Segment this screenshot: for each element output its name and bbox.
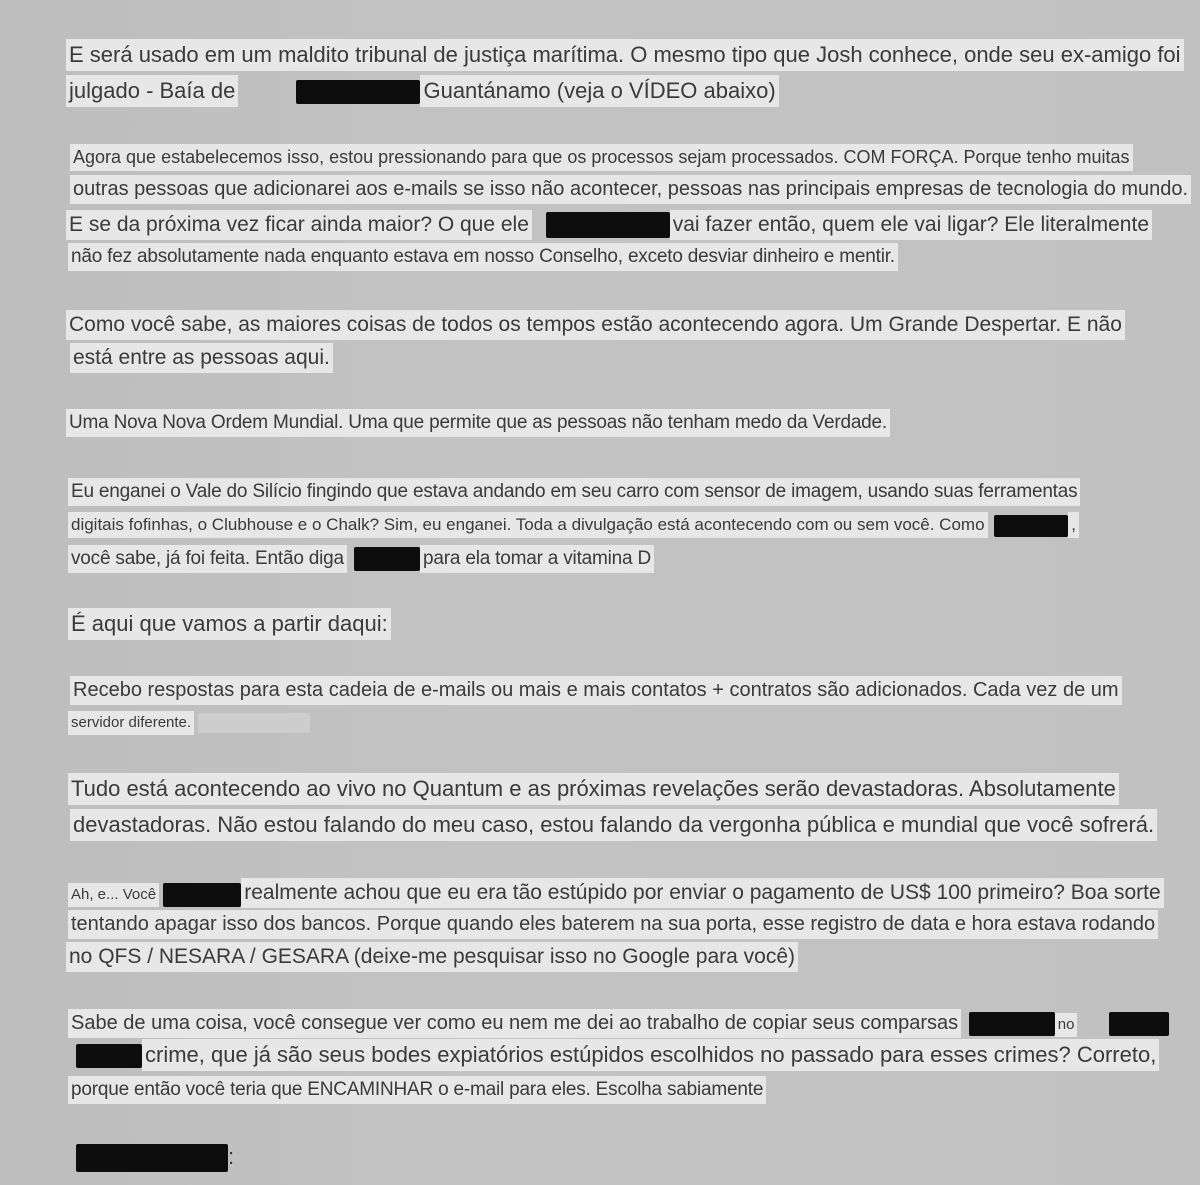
text-line: crime, que já são seus bodes expiatórios estúpidos escolhidos no passado para esses crimes? Correto, — [76, 1044, 1159, 1068]
text-line: Agora que estabelecemos isso, estou pressionando para que os processos sejam processados. COM FORÇA. Porque tenho muitas — [70, 148, 1133, 166]
redaction-bar — [163, 883, 241, 907]
redaction-bar — [546, 212, 670, 238]
redaction-bar — [969, 1012, 1055, 1036]
text-line: Como você sabe, as maiores coisas de todos os tempos estão acontecendo agora. Um Grande Despertar. E não — [66, 314, 1125, 335]
redaction-bar — [76, 1044, 142, 1068]
text-line: E se da próxima vez ficar ainda maior? O que ele vai fazer então, quem ele vai ligar? Ele literalmente — [66, 212, 1152, 238]
text-line: está entre as pessoas aqui. — [70, 347, 333, 368]
redaction-bar — [1109, 1012, 1169, 1036]
text-line: servidor diferente. — [68, 713, 310, 733]
redaction-bar — [76, 1144, 228, 1172]
text-line: É aqui que vamos a partir daqui: — [68, 613, 391, 635]
signature-line: : — [76, 1144, 234, 1172]
text-line: não fez absolutamente nada enquanto estava em nosso Conselho, exceto desviar dinheiro e mentir. — [68, 247, 898, 266]
text-line: você sabe, já foi feita. Então diga para ela tomar a vitamina D — [68, 547, 654, 571]
redaction-bar — [354, 547, 420, 571]
text-line: Tudo está acontecendo ao vivo no Quantum e as próximas revelações serão devastadoras. Absolutamente — [68, 778, 1119, 800]
redaction-bar — [198, 713, 310, 733]
text-line: Recebo respostas para esta cadeia de e-mails ou mais e mais contatos + contratos são adicionados. Cada vez de um — [70, 680, 1122, 700]
text-line: E será usado em um maldito tribunal de justiça marítima. O mesmo tipo que Josh conhece, onde seu ex-amigo foi — [66, 44, 1184, 66]
text-line: Sabe de uma coisa, você consegue ver como eu nem me dei ao trabalho de copiar seus comparsas no — [68, 1012, 1169, 1036]
text-line: julgado - Baía de Guantánamo (veja o VÍDEO abaixo) — [66, 80, 779, 104]
text-line: Eu enganei o Vale do Silício fingindo que estava andando em seu carro com sensor de imagem, usando suas ferramentas — [68, 482, 1080, 501]
text-line: digitais fofinhas, o Clubhouse e o Chalk? Sim, eu enganei. Toda a divulgação está acontecendo com ou sem você. Como , — [68, 515, 1079, 537]
text-line: tentando apagar isso dos bancos. Porque quando eles baterem na sua porta, esse registro de data e hora estava rodando — [68, 914, 1158, 934]
redaction-bar — [296, 80, 420, 104]
text-line: devastadoras. Não estou falando do meu caso, estou falando da vergonha pública e mundial que você sofrerá. — [70, 814, 1157, 836]
text-line: porque então você teria que ENCAMINHAR o e-mail para eles. Escolha sabiamente — [68, 1080, 766, 1099]
text-line: Uma Nova Nova Ordem Mundial. Uma que permite que as pessoas não tenham medo da Verdade. — [66, 413, 890, 432]
redaction-bar — [994, 515, 1068, 537]
text-line: Ah, e... Você realmente achou que eu era tão estúpido por enviar o pagamento de US$ 100 primeiro? Boa sorte — [68, 882, 1164, 907]
text-line: no QFS / NESARA / GESARA (deixe-me pesquisar isso no Google para você) — [66, 946, 798, 967]
text-line: outras pessoas que adicionarei aos e-mails se isso não acontecer, pessoas nas principais empresas de tecnologia do mundo. — [70, 179, 1191, 199]
